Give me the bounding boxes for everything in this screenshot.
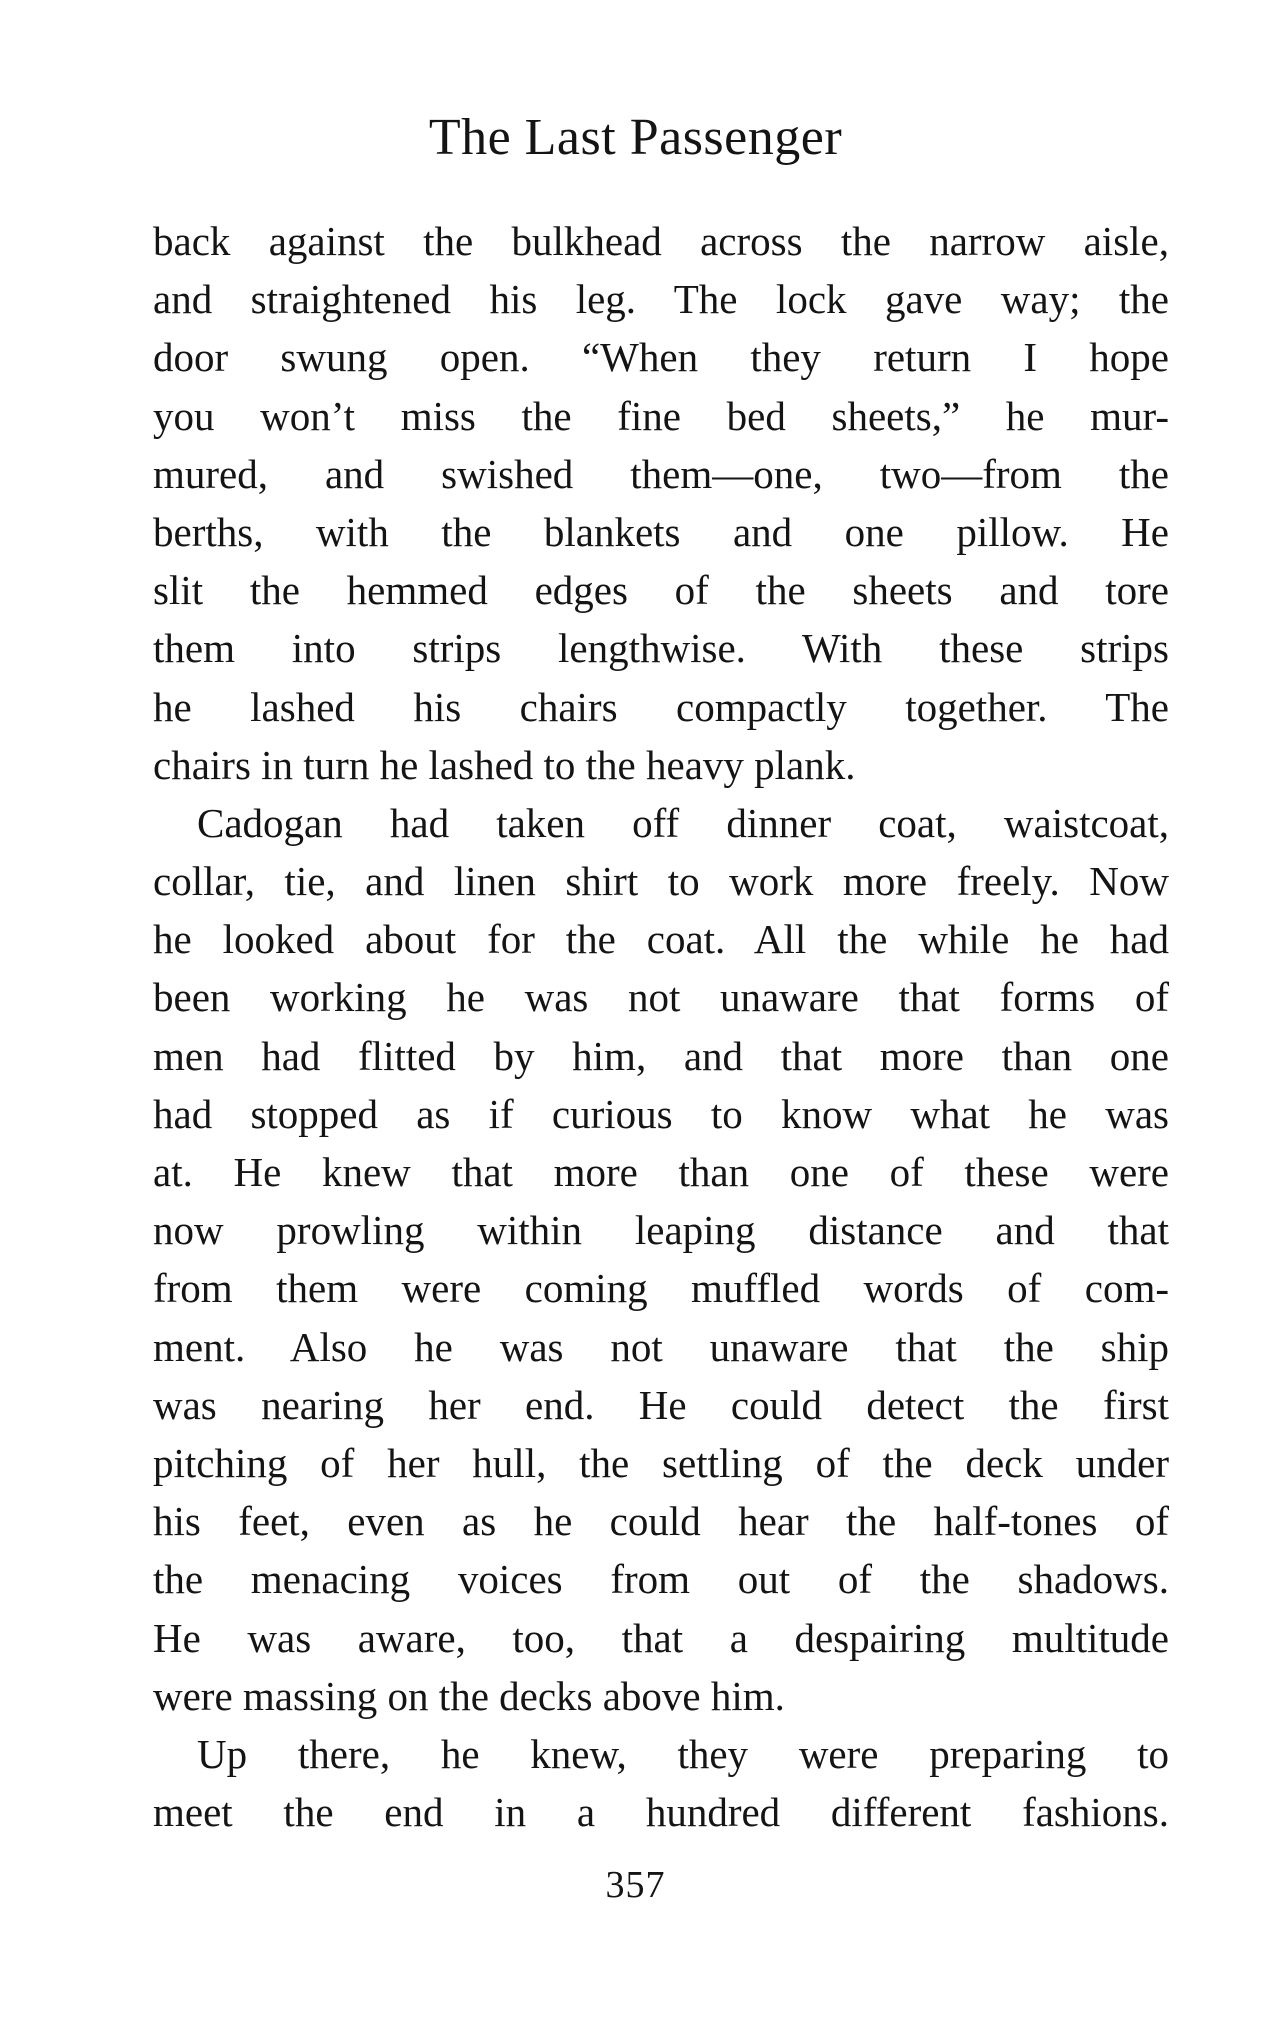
text-line: were massing on the decks above him. [153,1672,785,1719]
text-line: chairs in turn he lashed to the heavy plank. [153,741,856,788]
text-line: back against the bulkhead across the narrow aisle, [153,218,1169,264]
text-line: ment. Also he was not unaware that the ship [153,1323,1169,1370]
text-line: Cadogan had taken off dinner coat, waistcoat, [197,799,1169,846]
text-line: the menacing voices from out of the shadows. [153,1556,1169,1603]
text-line: them into strips lengthwise. With these strips [153,625,1169,672]
text-line: his feet, even as he could hear the half-tones of [153,1498,1169,1545]
text-line: He was aware, too, that a despairing multitude [153,1614,1169,1661]
body-text [153,212,1169,1841]
text-line: you won’t miss the fine bed sheets,” he mur- [153,392,1169,439]
text-line: now prowling within leaping distance and that [153,1207,1169,1254]
text-line: men had flitted by him, and that more than one [153,1032,1169,1079]
text-line: been working he was not unaware that forms of [153,974,1169,1021]
text-line: pitching of her hull, the settling of the deck under [153,1439,1169,1486]
text-line: at. He knew that more than one of these were [153,1149,1169,1195]
page-number: 357 [605,1864,666,1906]
text-line: berths, with the blankets and one pillow. He [153,508,1169,555]
running-title: The Last Passenger [428,109,843,166]
text-line: he lashed his chairs compactly together. The [153,683,1169,730]
text-line: from them were coming muffled words of com- [153,1265,1169,1312]
text-line: slit the hemmed edges of the sheets and tore [153,567,1169,614]
text-line: he looked about for the coat. All the while he had [153,916,1169,963]
text-line: and straightened his leg. The lock gave way; the [153,276,1169,323]
text-line: door swung open. “When they return I hope [153,334,1169,381]
text-line: had stopped as if curious to know what he was [153,1090,1169,1137]
text-line: Up there, he knew, they were preparing to [197,1730,1169,1777]
text-line: was nearing her end. He could detect the first [153,1381,1169,1428]
text-line: mured, and swished them—one, two—from the [153,450,1169,497]
text-line: collar, tie, and linen shirt to work more freely. Now [153,858,1169,905]
text-line: meet the end in a hundred different fashions. [153,1789,1169,1836]
